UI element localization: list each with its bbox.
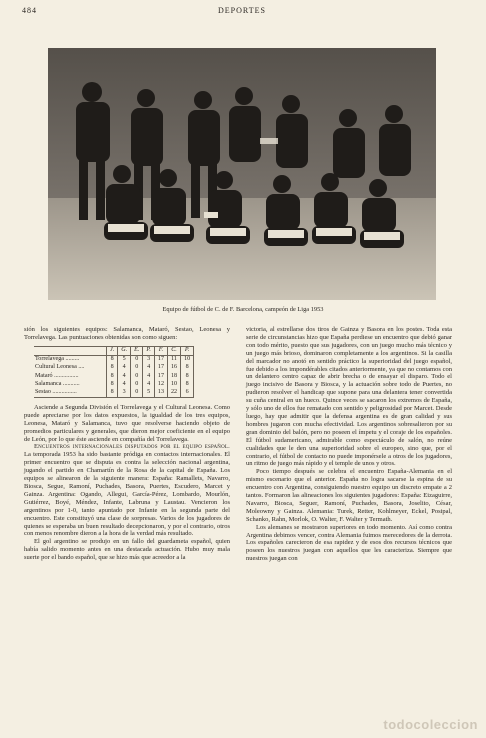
table-cell: 8 <box>107 364 118 372</box>
section-heading: Encuentros internacionales disputados por el equipo español. <box>34 443 230 451</box>
table-cell: 13 <box>154 389 167 398</box>
table-cell: 8 <box>181 364 194 372</box>
table-header-row <box>34 346 194 355</box>
page-number: 484 <box>22 6 37 15</box>
table-cell: 4 <box>118 364 131 372</box>
table-cell: 12 <box>154 381 167 389</box>
table-cell: 5 <box>143 389 154 398</box>
table-cell: 8 <box>107 389 118 398</box>
table-cell: 0 <box>131 372 143 380</box>
watermark: todocoleccion <box>383 717 478 732</box>
table-cell: 4 <box>143 381 154 389</box>
table-cell: 4 <box>143 364 154 372</box>
team-name: Cultural Leonesa .... <box>34 364 107 372</box>
paragraph: Asciende a Segunda División el Torrelavega y el Cultural Leonesa. Como puede apreciarse por los datos expuestos, la igualdad de los tres equipos, Leonesa, Mataró y Salamanca, tuvo que resolverse haciendo objeto de promedios particulares y generales, que dieron mejor coeficiente en el equipo de León, por lo que éste asciende en compañía del Torrelavega. <box>24 403 230 443</box>
team-photo <box>48 48 436 300</box>
team-name: Sestao ................ <box>34 389 107 398</box>
table-cell: 5 <box>118 356 131 365</box>
photo-caption: Equipo de fútbol de C. de F. Barcelona, campeón de Liga 1953 <box>162 306 324 313</box>
table-header-cell: P. <box>143 346 154 355</box>
right-column <box>246 326 452 563</box>
table-cell: 8 <box>107 356 118 365</box>
table-cell: 11 <box>167 356 180 365</box>
paragraph-body: La temporada 1953 ha sido bastante pródiga en contactos internacionales. El primer encuentro que se disputa es contra la selección nacional argentina, jugando el partido en Chamartín de la Rosa de la capital de España. Los equipos se alinearon de la siguiente manera: España: Ramallets, Navarro, Biosca, Segue, Ramoní, Puchades, Basora, Puertes, Escudero, Marcet y Gainza. Argentina: Ogando, Allegui, García-Pérez, Lombardo, Mourlón, Gutiérrez, Boyé, Méndez, Infante, Labruna y Laustau. Vencieron los argentinos por 1-0, tanto apuntado por Infante en la segunda parte del encuentro. Este constituyó una clase de sorpresas. Varios de los jugadores de quienes se esperaba un buen resultado decepcionaron, y por el contrario, otros con menos renombre dieron a la hora de la verdad más resultado. <box>24 451 230 538</box>
left-column <box>24 326 230 562</box>
table-header-cell: C. <box>167 346 180 355</box>
table-cell: 6 <box>181 389 194 398</box>
table-row <box>34 381 194 389</box>
table-cell: 3 <box>143 356 154 365</box>
page-header <box>22 6 462 20</box>
table-cell: 0 <box>131 356 143 365</box>
table-cell: 10 <box>167 381 180 389</box>
table-row <box>34 389 194 398</box>
table-cell: 4 <box>118 381 131 389</box>
table-header-cell: G. <box>118 346 131 355</box>
table-header-cell: E. <box>131 346 143 355</box>
table-header-cell: J. <box>107 346 118 355</box>
table-cell: 17 <box>154 372 167 380</box>
table-header-cell: F. <box>154 346 167 355</box>
table-cell: 16 <box>167 364 180 372</box>
table-cell: 10 <box>181 356 194 365</box>
table-cell: 8 <box>107 381 118 389</box>
table-cell: 0 <box>131 364 143 372</box>
team-photo-image <box>48 48 436 300</box>
table-cell: 8 <box>181 381 194 389</box>
table-row <box>34 372 194 380</box>
paragraph: Los alemanes se mostraron superiores en todo momento. Así como contra Argentina debimos vencer, contra Alemania fuimos merecedores de la derrota. Los españoles carecieron de esa rapidez y de esos dos recursos técnicos que poseen los nuestros juegan con aquellos que les caracteriza. Siempre que nuestros juegan con <box>246 523 452 563</box>
paragraph: El gol argentino se produjo en un fallo del guardameta español, quien había salido momento antes en una destacada actuación. Hubo muy mala suerte por el bando español, que se hizo más que acreedor a la <box>24 538 230 562</box>
table-cell: 0 <box>131 389 143 398</box>
table-cell: 8 <box>107 372 118 380</box>
table-header-cell <box>34 346 107 355</box>
standings-table <box>34 346 194 398</box>
table-cell: 3 <box>118 389 131 398</box>
paragraph: Poco tiempo después se celebra el encuentro España-Alemania en el mismo escenario que el anterior. España no logra sacarse la espina de su encuentro con Argentina, consiguiendo nuestro equipo un discreto empate a 2 tantos. Formaron las alineaciones los siguientes jugadores: España: Eizaguirre, Navarro, Biosca, Seguer, Ramoní, Puchades, Basora, Joselito, César, Moleowny y Gainza. Alemania: Turek, Retter, Kohlmeyer, Eckel, Posipal, Schanko, Rahn, Morlok, O. Walter, F. Walter y Termath. <box>246 468 452 523</box>
paragraph: sión los siguientes equipos: Salamanca, Mataró, Sestao, Leonesa y Torrelavega. Las puntuaciones obtenidas son como siguen: <box>24 326 230 341</box>
team-name: Torrelavega ......... <box>34 356 107 365</box>
table-cell: 18 <box>167 372 180 380</box>
team-name: Salamanca ........... <box>34 381 107 389</box>
table-cell: 4 <box>118 372 131 380</box>
table-row <box>34 356 194 365</box>
table-cell: 4 <box>143 372 154 380</box>
table-cell: 17 <box>154 364 167 372</box>
table-row <box>34 364 194 372</box>
table-header-cell: P. <box>181 346 194 355</box>
table-cell: 22 <box>167 389 180 398</box>
paragraph: victoria, al estrellarse dos tiros de Gainza y Basora en los postes. Toda esta serie de circunstancias hizo que España perdiese un encuentro que debió ganar con todo mérito, puesto que sus jugadores, con un juego mucho más técnico y un juego más brioso, dominaron completamente a los argentinos. Si la casilla del marcador no anotó en sentido práctico la superioridad del juego español, fue debido a los impondérables citados anteriormente, ya que no contamos con un delantero centro capaz de abrir brecha o de ensayar el disparo. Todo el juego incisivo de Basora y Biosca, y la actuación sobre todo de Puertes, no pudieron resolver el handicap que supone para una delantera tener convertida su cuña central en un hueco. Quince veces se sacaron los extremos de España, y sólo uno de ellos fue rematado con sentido y peligrosidad por Marcet. Desde luego, hay que admitir que la defensa argentina es de gran calidad y sus hombres jugaron con mucha efectividad. Los argentinos sobresalieron por su gran dominio del balón, pero no poseen el ímpetu y el coraje de los españoles. El fútbol sudamericano, admirable como espectáculo de salón, no reúne cualidades que le den una superioridad sobre el europeo, sino que, por el contrario, el fútbol de contacto no puede imponérsele a otros de los jugadores, un ritmo de juego más rápido y el temple de unos y otros. <box>246 326 452 468</box>
paragraph <box>24 443 230 538</box>
table-cell: 8 <box>181 372 194 380</box>
table-cell: 17 <box>154 356 167 365</box>
team-name: Mataró ................ <box>34 372 107 380</box>
section-title: DEPORTES <box>218 6 266 15</box>
table-cell: 0 <box>131 381 143 389</box>
